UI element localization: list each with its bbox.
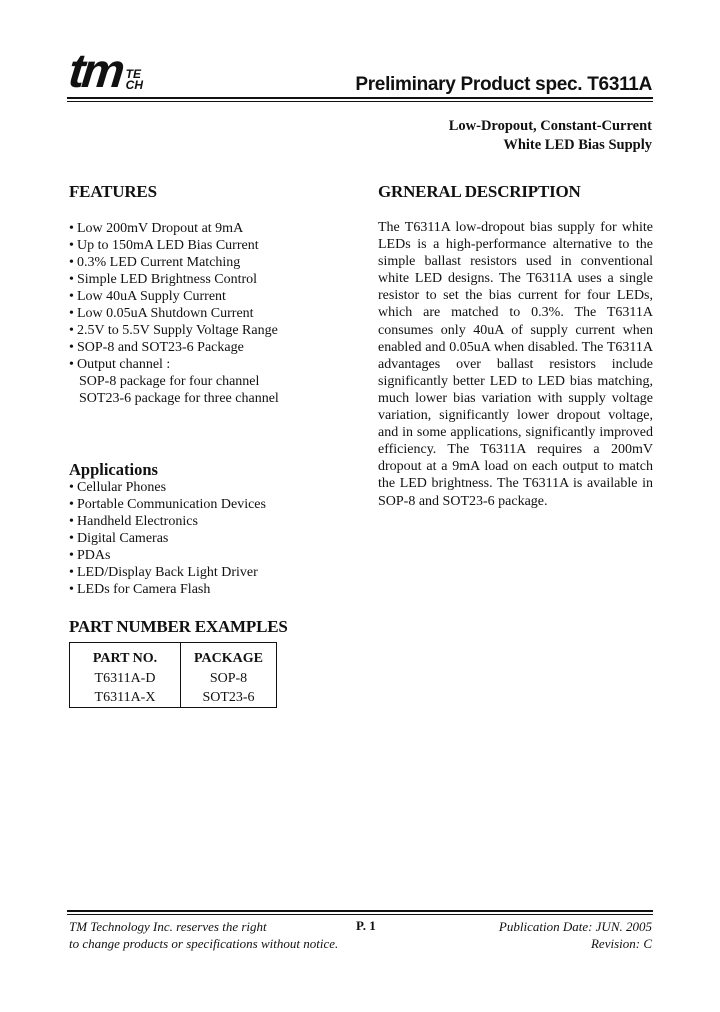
applications-list	[69, 479, 266, 598]
cell-package: SOT23-6	[202, 689, 255, 705]
bullet-icon: •	[69, 221, 74, 236]
bullet-icon: •	[69, 531, 74, 546]
logo-tm-text: tm	[66, 45, 125, 98]
subtitle-line-1: Low-Dropout, Constant-Current	[448, 118, 652, 134]
feature-item: • 0.3% LED Current Matching	[69, 255, 241, 270]
bullet-icon: •	[69, 497, 74, 512]
feature-item: • Low 40uA Supply Current	[69, 289, 226, 304]
table-header-row	[70, 643, 277, 670]
application-item: • Cellular Phones	[69, 480, 167, 495]
logo-tech-bottom: CH	[125, 78, 144, 92]
application-item: • Handheld Electronics	[69, 514, 198, 529]
product-subtitle	[449, 117, 652, 155]
feature-sub-item: SOT23-6 package for three channel	[79, 391, 279, 406]
column-header-part-no: PART NO.	[70, 643, 181, 670]
company-logo	[66, 45, 144, 98]
bullet-icon: •	[69, 323, 74, 338]
footer-publication-info	[499, 918, 652, 952]
bullet-icon: •	[69, 357, 74, 372]
column-header-package: PACKAGE	[194, 651, 263, 666]
bullet-icon: •	[69, 238, 74, 253]
features-heading: FEATURES	[69, 182, 157, 201]
features-list	[69, 220, 279, 407]
applications-heading: Applications	[69, 460, 158, 479]
document-title: Preliminary Product spec. T6311A	[355, 74, 652, 95]
part-number-table	[69, 642, 277, 708]
application-item: • Digital Cameras	[69, 531, 169, 546]
feature-item: • Low 200mV Dropout at 9mA	[69, 221, 244, 236]
application-item: • Portable Communication Devices	[69, 497, 266, 512]
header-divider	[67, 97, 653, 102]
cell-package: SOP-8	[209, 670, 248, 686]
application-item: • LED/Display Back Light Driver	[69, 565, 258, 580]
feature-item: • Up to 150mA LED Bias Current	[69, 238, 259, 253]
application-item: • LEDs for Camera Flash	[69, 582, 211, 597]
bullet-icon: •	[69, 272, 74, 287]
footer-disclaimer-line-1: TM Technology Inc. reserves the right	[69, 919, 267, 934]
cell-part-no: T6311A-X	[70, 688, 181, 708]
bullet-icon: •	[69, 548, 74, 563]
feature-sub-item: SOP-8 package for four channel	[79, 374, 260, 389]
bullet-icon: •	[69, 289, 74, 304]
bullet-icon: •	[69, 340, 74, 355]
feature-item: • 2.5V to 5.5V Supply Voltage Range	[69, 323, 278, 338]
feature-item: • Simple LED Brightness Control	[69, 272, 258, 287]
general-description-text: The T6311A low-dropout bias supply for white LEDs is a high-performance alternative to the simple ballast resistors used in conventional white LED designs. The T6311A uses a single resistor to set the bias current for four LEDs, which are matched to 0.3%. The T6311A consumes only 40uA of supply current when enabled and 0.05uA when disabled. The T6311A advantages over ballast resistors include significantly better LED to LED bias matching, much lower bias variation with supply voltage variation, significantly lower dropout voltage, and in some applications, significantly improved efficiency. The T6311A requires a 200mV dropout at a 9mA load on each output to match the LED brightness. The T6311A is available in SOP-8 and SOT23-6 package.	[378, 220, 653, 509]
bullet-icon: •	[69, 565, 74, 580]
bullet-icon: •	[69, 582, 74, 597]
footer-disclaimer-line-2: to change products or specifications without notice.	[69, 936, 339, 951]
part-number-heading: PART NUMBER EXAMPLES	[69, 617, 288, 636]
general-description-heading: GRNERAL DESCRIPTION	[378, 182, 581, 201]
footer-disclaimer	[69, 918, 338, 952]
table-row	[70, 669, 277, 688]
bullet-icon: •	[69, 306, 74, 321]
logo-tech-text	[126, 69, 143, 91]
feature-item: • SOP-8 and SOT23-6 Package	[69, 340, 244, 355]
application-item: • PDAs	[69, 548, 111, 563]
publication-date: Publication Date: JUN. 2005	[498, 919, 652, 934]
page-number: P. 1	[356, 918, 376, 933]
revision: Revision: C	[590, 936, 652, 951]
table-row	[70, 688, 277, 708]
bullet-icon: •	[69, 255, 74, 270]
feature-item: • Output channel :	[69, 357, 171, 372]
subtitle-line-2: White LED Bias Supply	[503, 137, 652, 153]
bullet-icon: •	[69, 514, 74, 529]
cell-part-no: T6311A-D	[70, 669, 181, 688]
bullet-icon: •	[69, 480, 74, 495]
footer-divider	[67, 910, 653, 915]
logo-tech-top: TE	[125, 67, 142, 81]
feature-item: • Low 0.05uA Shutdown Current	[69, 306, 254, 321]
